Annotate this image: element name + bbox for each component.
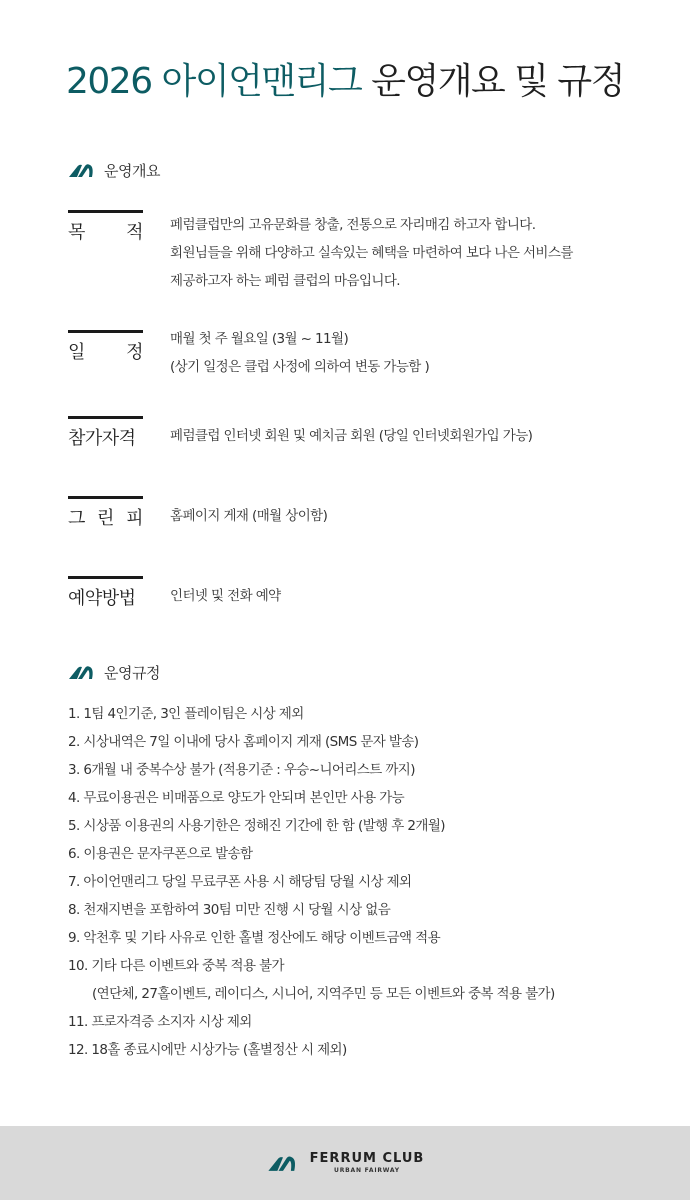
- term-schedule: 일 정: [68, 330, 143, 367]
- rule-item: 5. 시상품 이용권의 사용기한은 정해진 기간에 한 함 (발행 후 2개월): [68, 818, 445, 834]
- rule-item: 8. 천재지변을 포함하여 30팀 미만 진행 시 당월 시상 없음: [68, 902, 391, 918]
- ferrum-logo-mark-icon: [266, 1154, 300, 1172]
- rules-heading-label: 운영규정: [104, 663, 160, 682]
- desc-reservation: 인터넷 및 전화 예약: [170, 588, 281, 604]
- rules-list: [68, 700, 668, 1064]
- page-title: [0, 58, 690, 106]
- desc-schedule: 매월 첫 주 월요일 (3월 ~ 11월) (상기 일정은 클럽 사정에 의하여 변동 가능함 ): [170, 331, 430, 375]
- footer-brand-tagline: URBAN FAIRWAY: [334, 1167, 400, 1174]
- rule-item: 6. 이용권은 문자쿠폰으로 발송함: [68, 846, 253, 862]
- rule-item: 1. 1팀 4인기준, 3인 플레이팀은 시상 제외: [68, 706, 304, 722]
- ferrum-logo-mark-icon: [68, 664, 96, 680]
- rule-item: 9. 악천후 및 기타 사유로 인한 홀별 정산에도 해당 이벤트금액 적용: [68, 930, 441, 946]
- desc-green-fee: 홈페이지 게재 (매월 상이함): [170, 508, 328, 524]
- desc-eligibility: 페럼클럽 인터넷 회원 및 예치금 회원 (당일 인터넷회원가입 가능): [170, 428, 533, 444]
- rule-item: 7. 아이언맨리그 당일 무료쿠폰 사용 시 해당팀 당월 시상 제외: [68, 874, 412, 890]
- overview-heading: [68, 159, 160, 181]
- page-title-accent: 2026 아이언맨리그: [66, 61, 362, 102]
- rule-item: 10. 기타 다른 이벤트와 중복 적용 불가: [68, 958, 284, 974]
- rule-item: 12. 18홀 종료시에만 시상가능 (홀별정산 시 제외): [68, 1042, 347, 1058]
- rule-item: 3. 6개월 내 중복수상 불가 (적용기준 : 우승~니어리스트 까지): [68, 762, 415, 778]
- term-eligibility: 참가자격: [68, 416, 143, 453]
- page-title-rest: 운영개요 및 규정: [361, 61, 624, 102]
- term-purpose: 목 적: [68, 210, 143, 247]
- overview-heading-label: 운영개요: [104, 161, 160, 180]
- term-green-fee: 그 린 피: [68, 496, 143, 533]
- footer-brand: [310, 1151, 425, 1175]
- rules-heading: [68, 661, 160, 683]
- rule-item-note: (연단체, 27홀이벤트, 레이디스, 시니어, 지역주민 등 모든 이벤트와 중복 적용 불가): [92, 986, 555, 1002]
- term-reservation: 예약방법: [68, 576, 143, 613]
- rule-item: 4. 무료이용권은 비매품으로 양도가 안되며 본인만 사용 가능: [68, 790, 405, 806]
- rule-item: 2. 시상내역은 7일 이내에 당사 홈페이지 게재 (SMS 문자 발송): [68, 734, 419, 750]
- footer-brand-name: FERRUM CLUB: [309, 1151, 425, 1166]
- footer: [0, 1126, 690, 1200]
- rule-item: 11. 프로자격증 소지자 시상 제외: [68, 1014, 252, 1030]
- ferrum-logo-mark-icon: [68, 162, 96, 178]
- desc-purpose: 페럼클럽만의 고유문화를 창출, 전통으로 자리매김 하고자 합니다. 회원님들을 위해 다양하고 실속있는 혜택을 마련하여 보다 나은 서비스를 제공하고자 하는 페럼 클럽의 마음입니다.: [170, 217, 573, 289]
